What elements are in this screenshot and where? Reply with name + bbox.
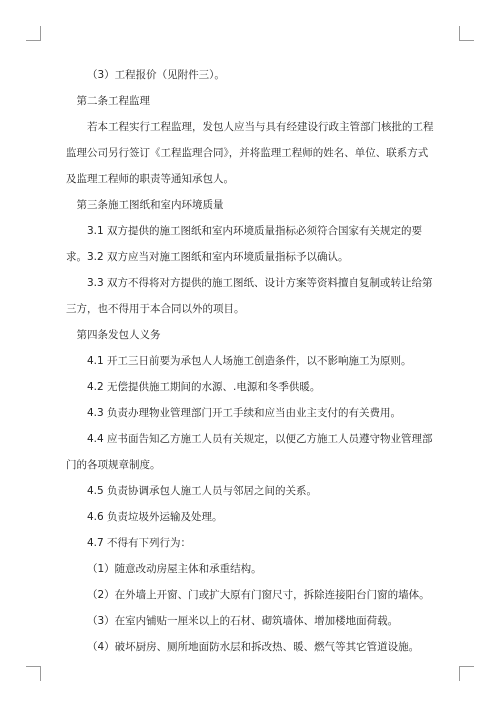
paragraph: 4.4 应书面告知乙方施工人员有关规定，以便乙方施工人员遵守物业管理部门的各项规章制度。	[66, 433, 433, 471]
section-heading: 第二条工程监理	[76, 95, 150, 107]
list-item: （1）随意改动房屋主体和承重结构。	[87, 563, 262, 575]
list-item: （4）破坏厨房、厕所地面防水层和拆改热、暖、燃气等其它管道设施。	[87, 641, 420, 653]
paragraph: 4.2 无偿提供施工期间的水源、.电源和冬季供暖。	[87, 381, 321, 393]
crop-mark-bottom-left	[26, 666, 41, 681]
paragraph: 3.3 双方不得将对方提供的施工图纸、设计方案等资料擅自复制或转让给第三方，也不得用于本合同以外的项目。	[66, 277, 433, 315]
crop-mark-top-left	[26, 26, 41, 41]
paragraph: 若本工程实行工程监理，发包人应当与具有经建设行政主管部门核批的工程监理公司另行签订《工程监理合同》，并将监理工程师的姓名、单位、联系方式及监理工程师的职责等通知承包人。	[66, 121, 434, 185]
list-item: （2）在外墙上开窗、门或扩大原有门窗尺寸，拆除连接阳台门窗的墙体。	[87, 589, 430, 601]
crop-mark-top-right	[459, 26, 474, 41]
list-item: （3）在室内铺贴一厘米以上的石材、砌筑墙体、增加楼地面荷载。	[87, 615, 399, 627]
paragraph: （3）工程报价（见附件三）。	[87, 69, 225, 81]
section-heading: 第三条施工图纸和室内环境质量	[76, 199, 224, 211]
paragraph: 4.5 负责协调承包人施工人员与邻居之间的关系。	[87, 485, 318, 497]
paragraph: 4.1 开工三日前要为承包人人场施工创造条件，以不影响施工为原则。	[87, 355, 412, 367]
paragraph: 4.3 负责办理物业管理部门开工手续和应当由业主支付的有关费用。	[87, 407, 402, 419]
paragraph: 3.1 双方提供的施工图纸和室内环境质量指标必须符合国家有关规定的要求。3.2 双方应当对施工图纸和室内环境质量指标予以确认。	[66, 225, 423, 263]
paragraph: 4.6 负责垃圾外运输及处理。	[87, 511, 223, 523]
document-body	[66, 62, 438, 660]
section-heading: 第四条发包人义务	[76, 329, 161, 341]
crop-mark-bottom-right	[459, 666, 474, 681]
paragraph: 4.7 不得有下列行为：	[87, 537, 192, 549]
